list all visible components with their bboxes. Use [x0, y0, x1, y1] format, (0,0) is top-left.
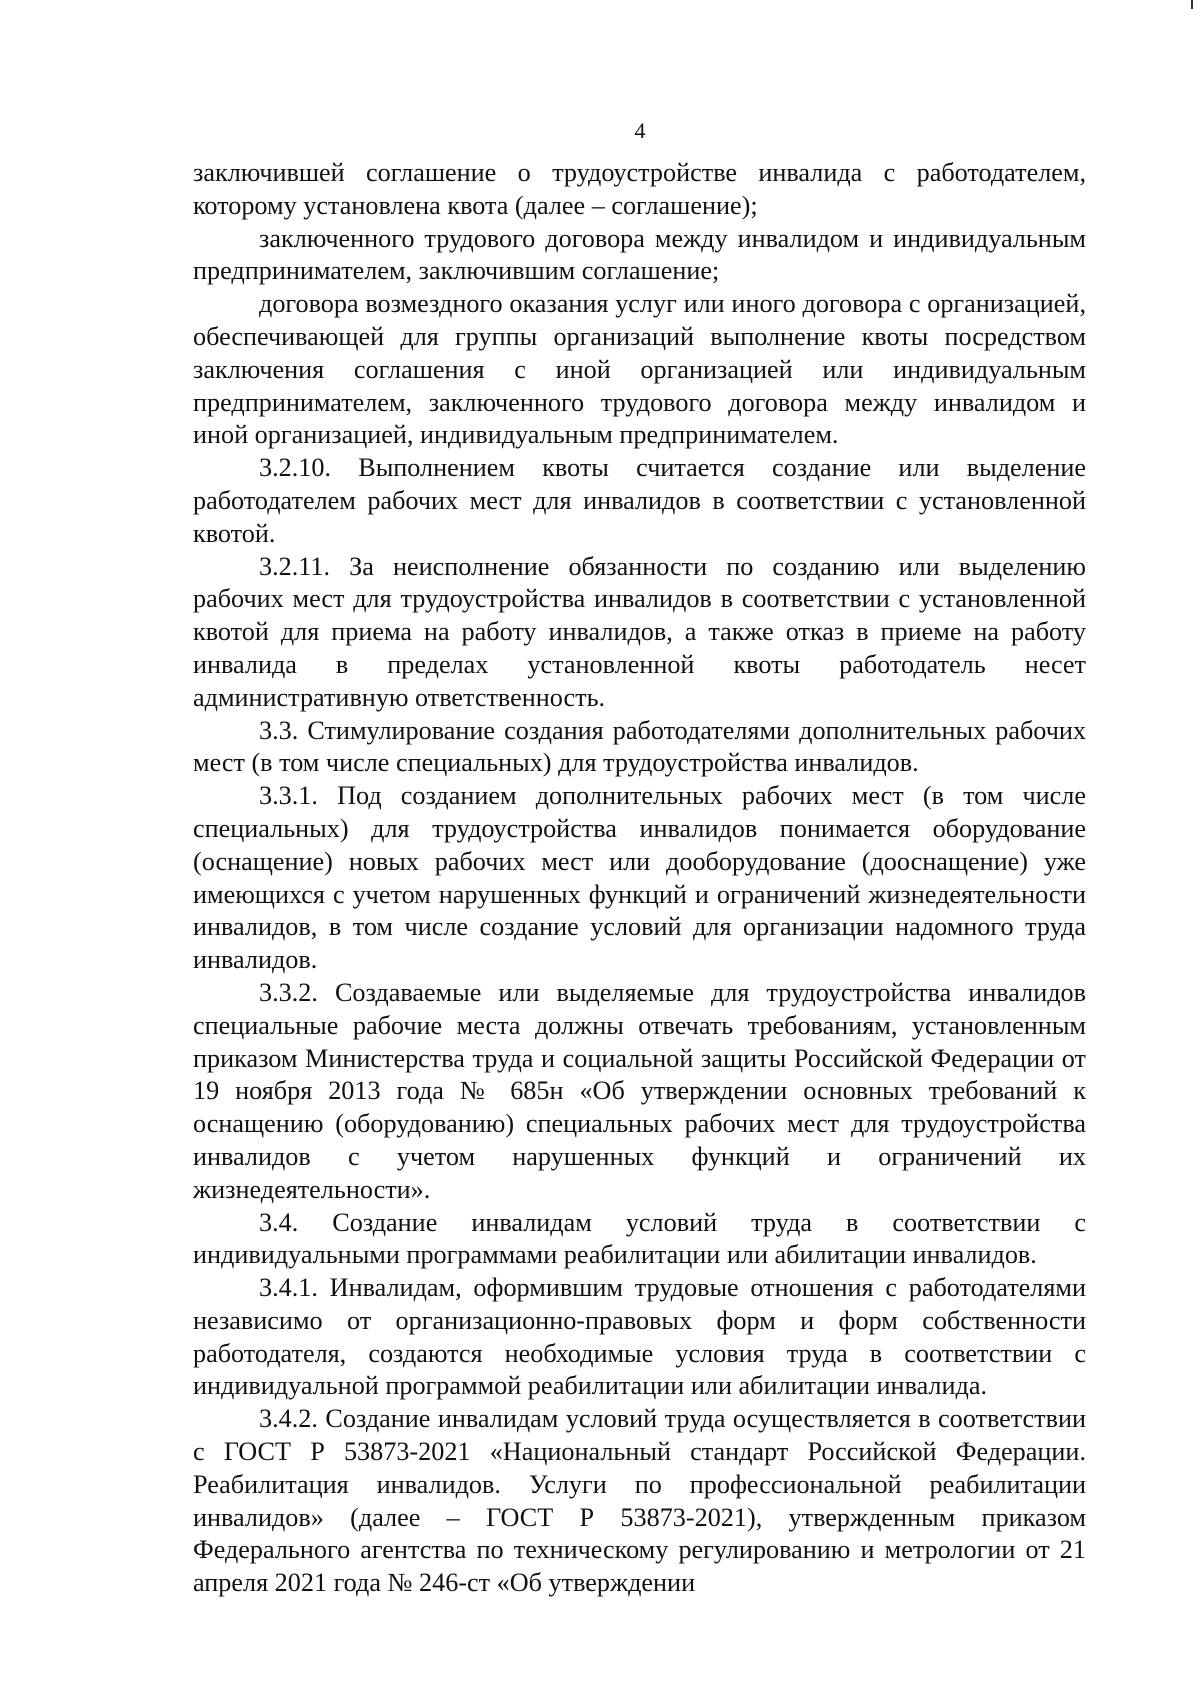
paragraph-3-3: 3.3. Стимулирование создания работодателями дополнительных рабочих мест (в том числе специальных) для трудоустройства инвалидов. — [193, 715, 1086, 778]
page-number: 4 — [634, 118, 646, 143]
paragraph-3-4-1: 3.4.1. Инвалидам, оформившим трудовые отношения с работодателями независимо от организационно-правовых форм и форм собственности работодателя, создаются необходимые условия труда в соответствии с индивидуальной программой реабилитации или абилитации инвалида. — [193, 1273, 1086, 1401]
paragraph-3-3-1: 3.3.1. Под созданием дополнительных рабочих мест (в том числе специальных) для трудоустройства инвалидов понимается оборудование (оснащение) новых рабочих мест или дооборудование (дооснащение) уже имеющихся с учетом нарушенных функций и ограничений жизнедеятельности инвалидов, в том числе создание условий для организации надомного труда инвалидов. — [193, 781, 1086, 975]
document-body — [193, 157, 1086, 1600]
paragraph-3-2-10: 3.2.10. Выполнением квоты считается создание или выделение работодателем рабочих мест для инвалидов в соответствии с установленной квотой. — [193, 453, 1086, 548]
paragraph-labor-contract: заключенного трудового договора между инвалидом и индивидуальным предпринимателем, заключившим соглашение; — [193, 223, 1086, 286]
paragraph-3-2-11: 3.2.11. За неисполнение обязанности по созданию или выделению рабочих мест для трудоустройства инвалидов в соответствии с установленной квотой для приема на работу инвалидов, а также отказ в приеме на работу инвалида в пределах установленной квоты работодатель несет административную ответственность. — [193, 551, 1086, 712]
paragraph-3-4: 3.4. Создание инвалидам условий труда в соответствии с индивидуальными программами реабилитации или абилитации инвалидов. — [193, 1207, 1086, 1270]
paragraph-continuation: заключившей соглашение о трудоустройстве инвалида с работодателем, которому установлена квота (далее – соглашение); — [193, 158, 1086, 220]
paragraph-3-3-2: 3.3.2. Создаваемые или выделяемые для трудоустройства инвалидов специальные рабочие места должны отвечать требованиям, установленным приказом Министерства труда и социальной защиты Российской Федерации от 19 ноября 2013 года № 685н «Об утверждении основных требований к оснащению (оборудованию) специальных рабочих мест для трудоустройства инвалидов с учетом нарушенных функций и ограничений их жизнедеятельности». — [193, 977, 1086, 1204]
paragraph-3-4-2: 3.4.2. Создание инвалидам условий труда осуществляется в соответствии с ГОСТ Р 53873-2021 «Национальный стандарт Российской Федерации. Реабилитация инвалидов. Услуги по профессиональной реабилитации инвалидов» (далее – ГОСТ Р 53873-2021), утвержденным приказом Федерального агентства по техническому регулированию и метрологии от 21 апреля 2021 года № 246-ст «Об утверждении — [193, 1404, 1086, 1598]
paragraph-service-contract: договора возмездного оказания услуг или иного договора с организацией, обеспечивающей для группы организаций выполнение квоты посредством заключения соглашения с иной организацией или индивидуальным предпринимателем, заключенного трудового договора между инвалидом и иной организацией, индивидуальным предпринимателем. — [193, 289, 1086, 450]
scan-edge-mark — [1191, 0, 1193, 9]
